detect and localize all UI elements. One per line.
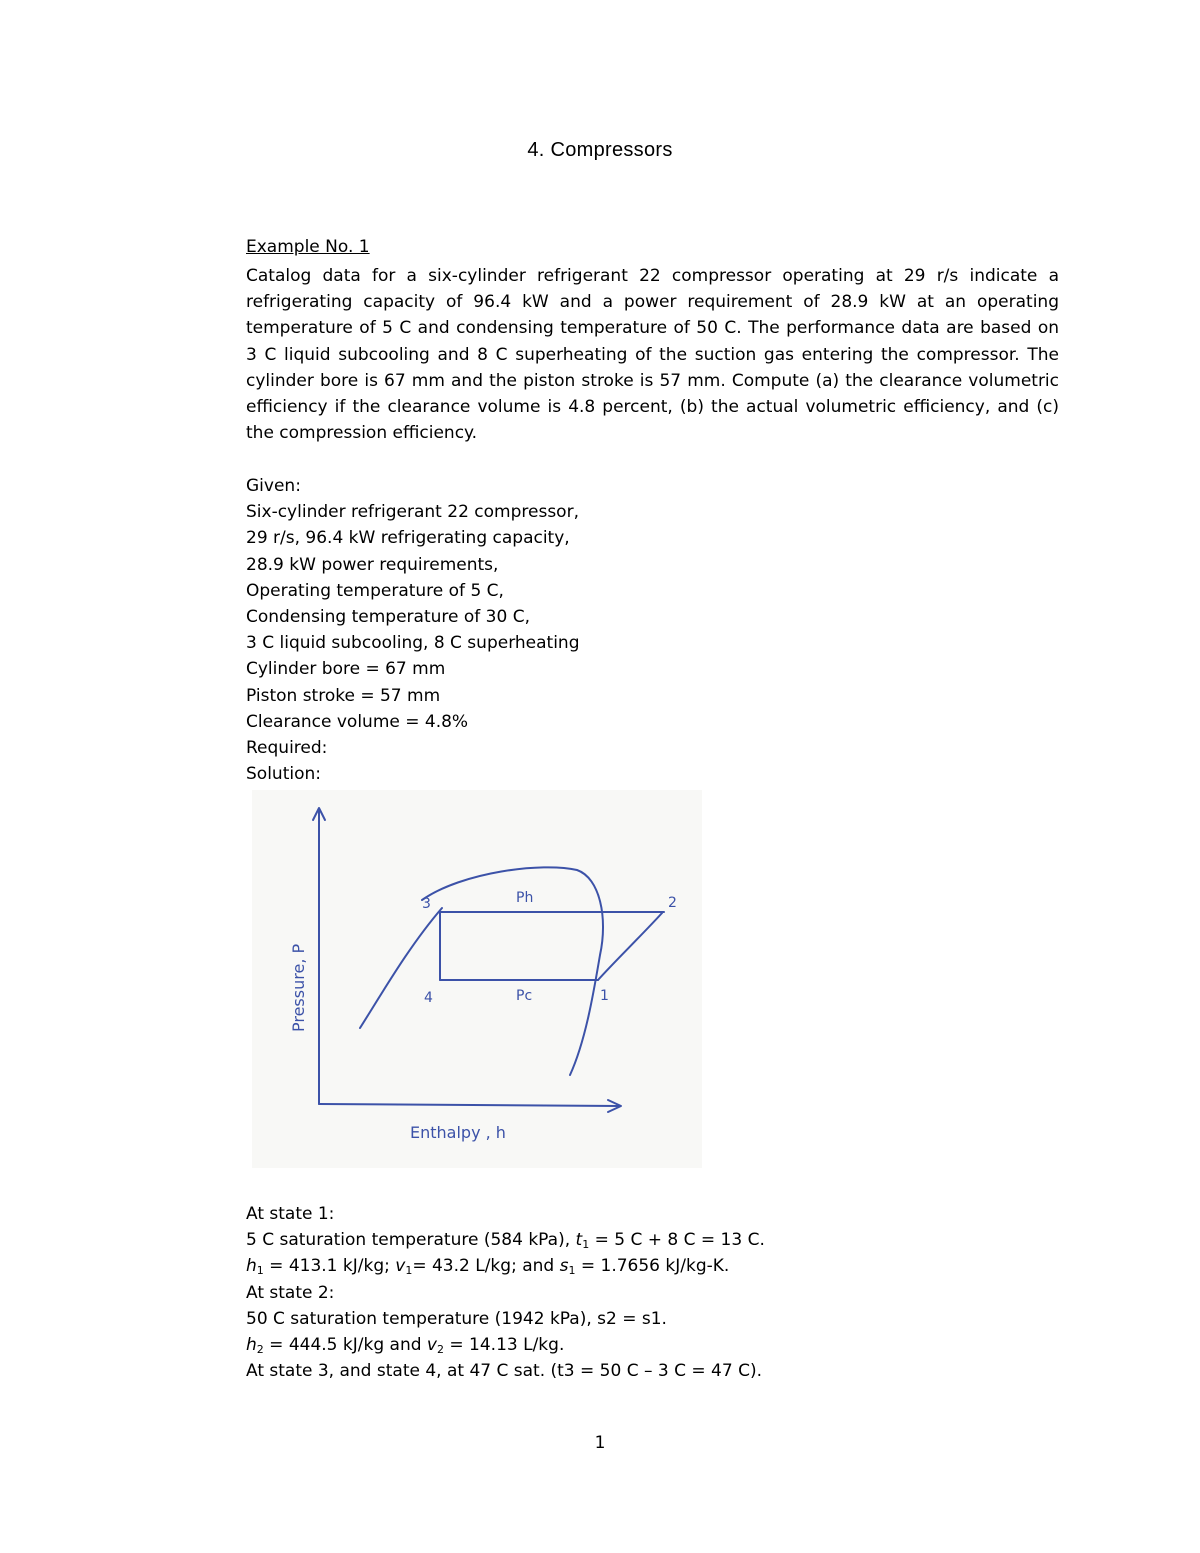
solution-heading: Solution: <box>246 764 321 785</box>
state1-line-2 <box>246 1253 765 1279</box>
v1-symbol: v <box>395 1256 406 1277</box>
x-axis-label: Enthalpy , h <box>410 1123 506 1142</box>
states-block <box>246 1201 765 1384</box>
low-pressure-label: Pc <box>516 988 533 1004</box>
section-title: 4. Compressors <box>527 139 673 161</box>
given-item: Clearance volume = 4.8% <box>246 711 469 732</box>
state1-text-b: = 5 C + 8 C = 13 C. <box>589 1230 765 1251</box>
given-list <box>246 473 579 787</box>
t-symbol: t <box>575 1230 583 1251</box>
point-label-3: 3 <box>422 896 431 912</box>
point-label-4: 4 <box>424 990 433 1006</box>
ph-diagram-figure <box>252 790 702 1168</box>
given-item: 28.9 kW power requirements, <box>246 554 499 575</box>
state2-heading: At state 2: <box>246 1282 335 1303</box>
h2-symbol: h <box>246 1334 257 1355</box>
v2-subscript: 2 <box>436 1342 444 1356</box>
saturation-dome <box>422 867 603 1075</box>
t-subscript: 1 <box>582 1238 590 1252</box>
s1-subscript: 1 <box>568 1264 576 1278</box>
given-item: Piston stroke = 57 mm <box>246 685 441 706</box>
page-number: 1 <box>594 1433 606 1453</box>
ph-diagram <box>252 790 702 1168</box>
point-label-1: 1 <box>600 988 609 1004</box>
state1-text-a: 5 C saturation temperature (584 kPa), <box>246 1230 576 1251</box>
h1-subscript: 1 <box>256 1264 264 1278</box>
state1-line-1 <box>246 1227 765 1253</box>
h1-symbol: h <box>246 1256 257 1277</box>
x-axis <box>319 1104 619 1106</box>
required-heading: Required: <box>246 737 328 758</box>
example-label: Example No. 1 <box>246 237 370 257</box>
state34-line: At state 3, and state 4, at 47 C sat. (t3 = 50 C – 3 C = 47 C). <box>246 1361 762 1382</box>
v2-symbol: v <box>426 1334 437 1355</box>
given-heading: Given: <box>246 476 301 496</box>
given-item: Condensing temperature of 30 C, <box>246 606 530 627</box>
problem-statement: Catalog data for a six-cylinder refrigerant 22 compressor operating at 29 r/s indicate a refrigerating capacity of 96.4 kW and a power requirement of 28.9 kW at an operating temperature of 5 C and condensing temperature of 50 C. The performance data are based on 3 C liquid subcooling and 8 C superheating of the suction gas entering the compressor. The cylinder bore is 67 mm and the piston stroke is 57 mm. Compute (a) the clearance volumetric efficiency if the clearance volume is 4.8 percent, (b) the actual volumetric efficiency, and (c) the compression efficiency. <box>246 266 1059 444</box>
y-axis-label: Pressure, P <box>289 943 308 1032</box>
state2-line-2 <box>246 1332 765 1358</box>
v1-value: = 43.2 L/kg; and <box>412 1256 560 1277</box>
given-item: 3 C liquid subcooling, 8 C superheating <box>246 633 580 654</box>
v2-value: = 14.13 L/kg. <box>443 1334 565 1355</box>
given-item: Cylinder bore = 67 mm <box>246 659 446 680</box>
s1-symbol: s <box>559 1256 569 1277</box>
h2-value: = 444.5 kJ/kg and <box>263 1334 427 1355</box>
state1-heading: At state 1: <box>246 1204 335 1224</box>
s1-value: = 1.7656 kJ/kg-K. <box>575 1256 730 1277</box>
given-item: Six-cylinder refrigerant 22 compressor, <box>246 502 579 523</box>
given-item: 29 r/s, 96.4 kW refrigerating capacity, <box>246 528 570 549</box>
given-item: Operating temperature of 5 C, <box>246 580 504 601</box>
state2-line-1: 50 C saturation temperature (1942 kPa), s2 = s1. <box>246 1308 667 1329</box>
point-label-2: 2 <box>668 895 677 911</box>
h2-subscript: 2 <box>256 1342 264 1356</box>
compression-line <box>598 913 662 980</box>
high-pressure-label: Ph <box>516 890 534 906</box>
v1-subscript: 1 <box>405 1264 413 1278</box>
diagram-ink <box>313 808 664 1112</box>
h1-value: = 413.1 kJ/kg; <box>263 1256 396 1277</box>
saturation-liquid-line <box>360 908 442 1028</box>
